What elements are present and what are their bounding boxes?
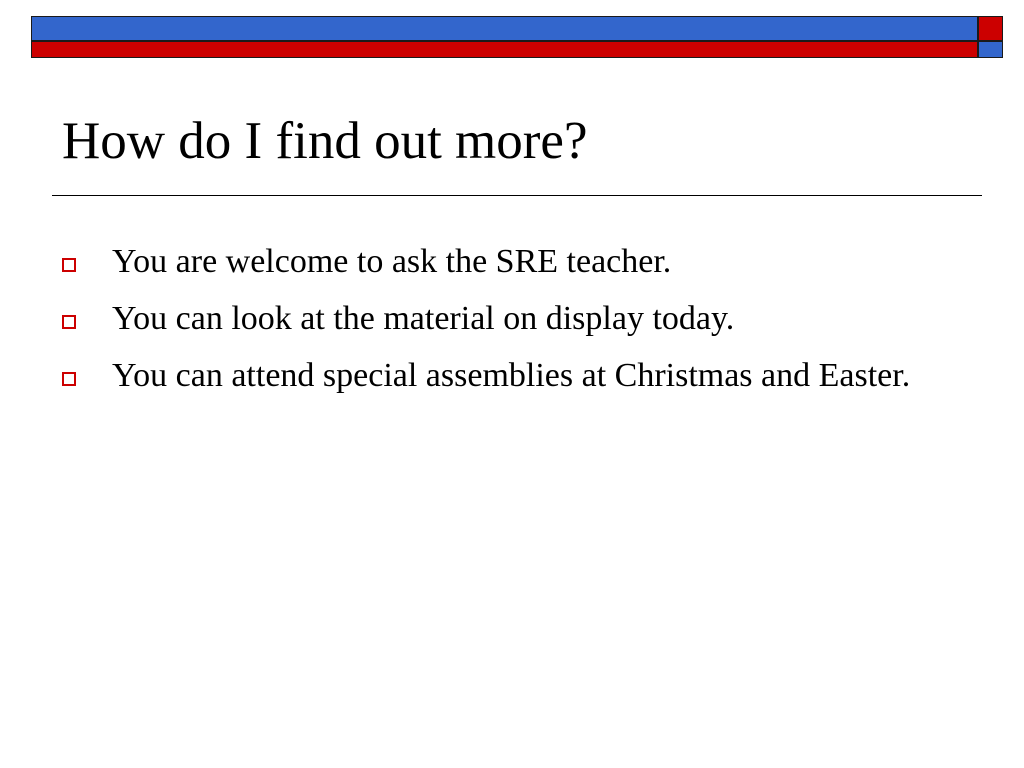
hollow-square-bullet-icon xyxy=(62,372,76,386)
header-corner-red-square xyxy=(978,16,1003,41)
hollow-square-bullet-icon xyxy=(62,258,76,272)
slide-title: How do I find out more? xyxy=(62,112,588,170)
bullet-text: You are welcome to ask the SRE teacher. xyxy=(112,243,672,280)
header-bar-blue xyxy=(31,16,978,41)
bullet-text: You can attend special assemblies at Christmas and Easter. xyxy=(112,357,911,394)
header-bar-red xyxy=(31,41,978,58)
bullet-item xyxy=(62,240,962,284)
bullet-item xyxy=(62,297,962,341)
header-corner-blue-square xyxy=(978,41,1003,58)
bullet-text: You can look at the material on display today. xyxy=(112,300,735,337)
title-divider xyxy=(52,195,982,196)
hollow-square-bullet-icon xyxy=(62,315,76,329)
bullet-item xyxy=(62,354,962,398)
bullet-list xyxy=(62,240,962,411)
